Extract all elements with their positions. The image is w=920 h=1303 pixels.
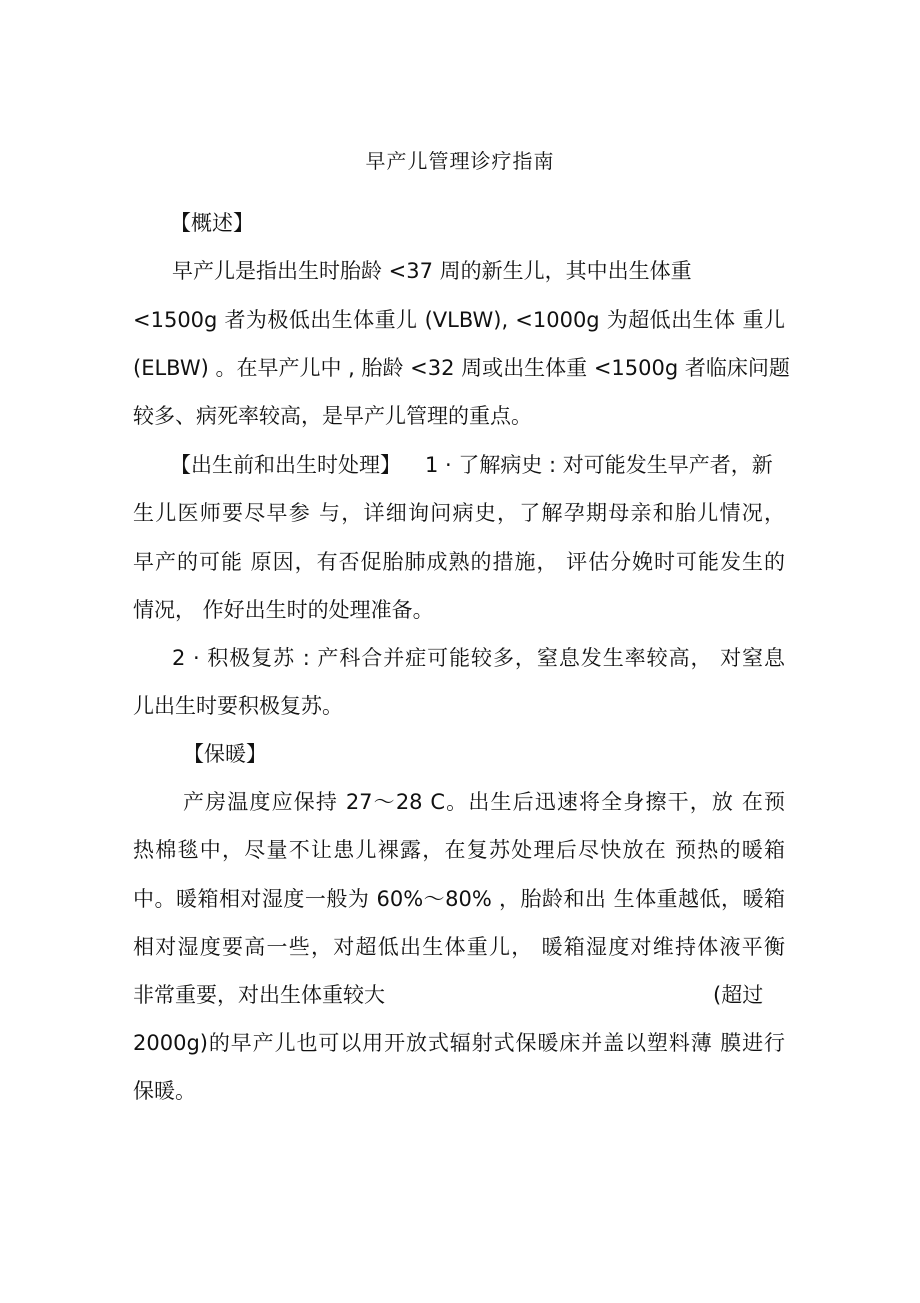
paragraph-line: 2000g)的早产儿也可以用开放式辐射式保暖床并盖以塑料薄 膜进行: [133, 1031, 785, 1055]
section-heading-warmth: 【保暖】: [183, 742, 267, 766]
paragraph-line: 2 · 积极复苏 : 产科合并症可能较多，窒息发生率较高， 对窒息: [172, 646, 785, 670]
paragraph-line: 非常重要，对出生体重较大: [133, 983, 385, 1007]
paragraph-line: 较多、病死率较高，是早产儿管理的重点。: [133, 404, 532, 428]
paragraph-line: 相对湿度要高一些，对超低出生体重儿， 暖箱湿度对维持体液平衡: [133, 935, 785, 959]
document-title: 早产儿管理诊疗指南: [365, 149, 555, 173]
paragraph-line: (ELBW) 。在早产儿中 , 胎龄 <32 周或出生体重 <1500g 者临床问题: [133, 356, 790, 380]
paragraph-line: 产房温度应保持 27～28 C。出生后迅速将全身擦干，放 在预: [183, 790, 785, 814]
paragraph-line: 热棉毯中，尽量不让患儿裸露，在复苏处理后尽快放在 预热的暖箱: [133, 838, 785, 862]
paragraph-line: 1 · 了解病史 : 对可能发生早产者，新: [425, 453, 773, 477]
paragraph-line: 早产的可能 原因，有否促胎肺成熟的措施， 评估分娩时可能发生的: [133, 550, 785, 574]
paragraph-line: <1500g 者为极低出生体重儿 (VLBW), <1000g 为超低出生体 重儿: [133, 308, 785, 332]
section-heading-overview: 【概述】: [170, 211, 254, 235]
paragraph-line: 情况， 作好出生时的处理准备。: [133, 598, 434, 622]
paragraph-line: 中。暖箱相对湿度一般为 60%～80% ，胎龄和出 生体重越低，暖箱: [133, 887, 785, 911]
paragraph-line: 儿出生时要积极复苏。: [133, 694, 343, 718]
paragraph-line: (超过: [713, 983, 764, 1007]
paragraph-line: 生儿医师要尽早参 与，详细询问病史，了解孕期母亲和胎儿情况，: [133, 501, 785, 525]
section-heading-perinatal: 【出生前和出生时处理】: [170, 453, 401, 477]
paragraph-line: 早产儿是指出生时胎龄 <37 周的新生儿，其中出生体重: [172, 259, 692, 283]
paragraph-line: 保暖。: [133, 1079, 196, 1103]
